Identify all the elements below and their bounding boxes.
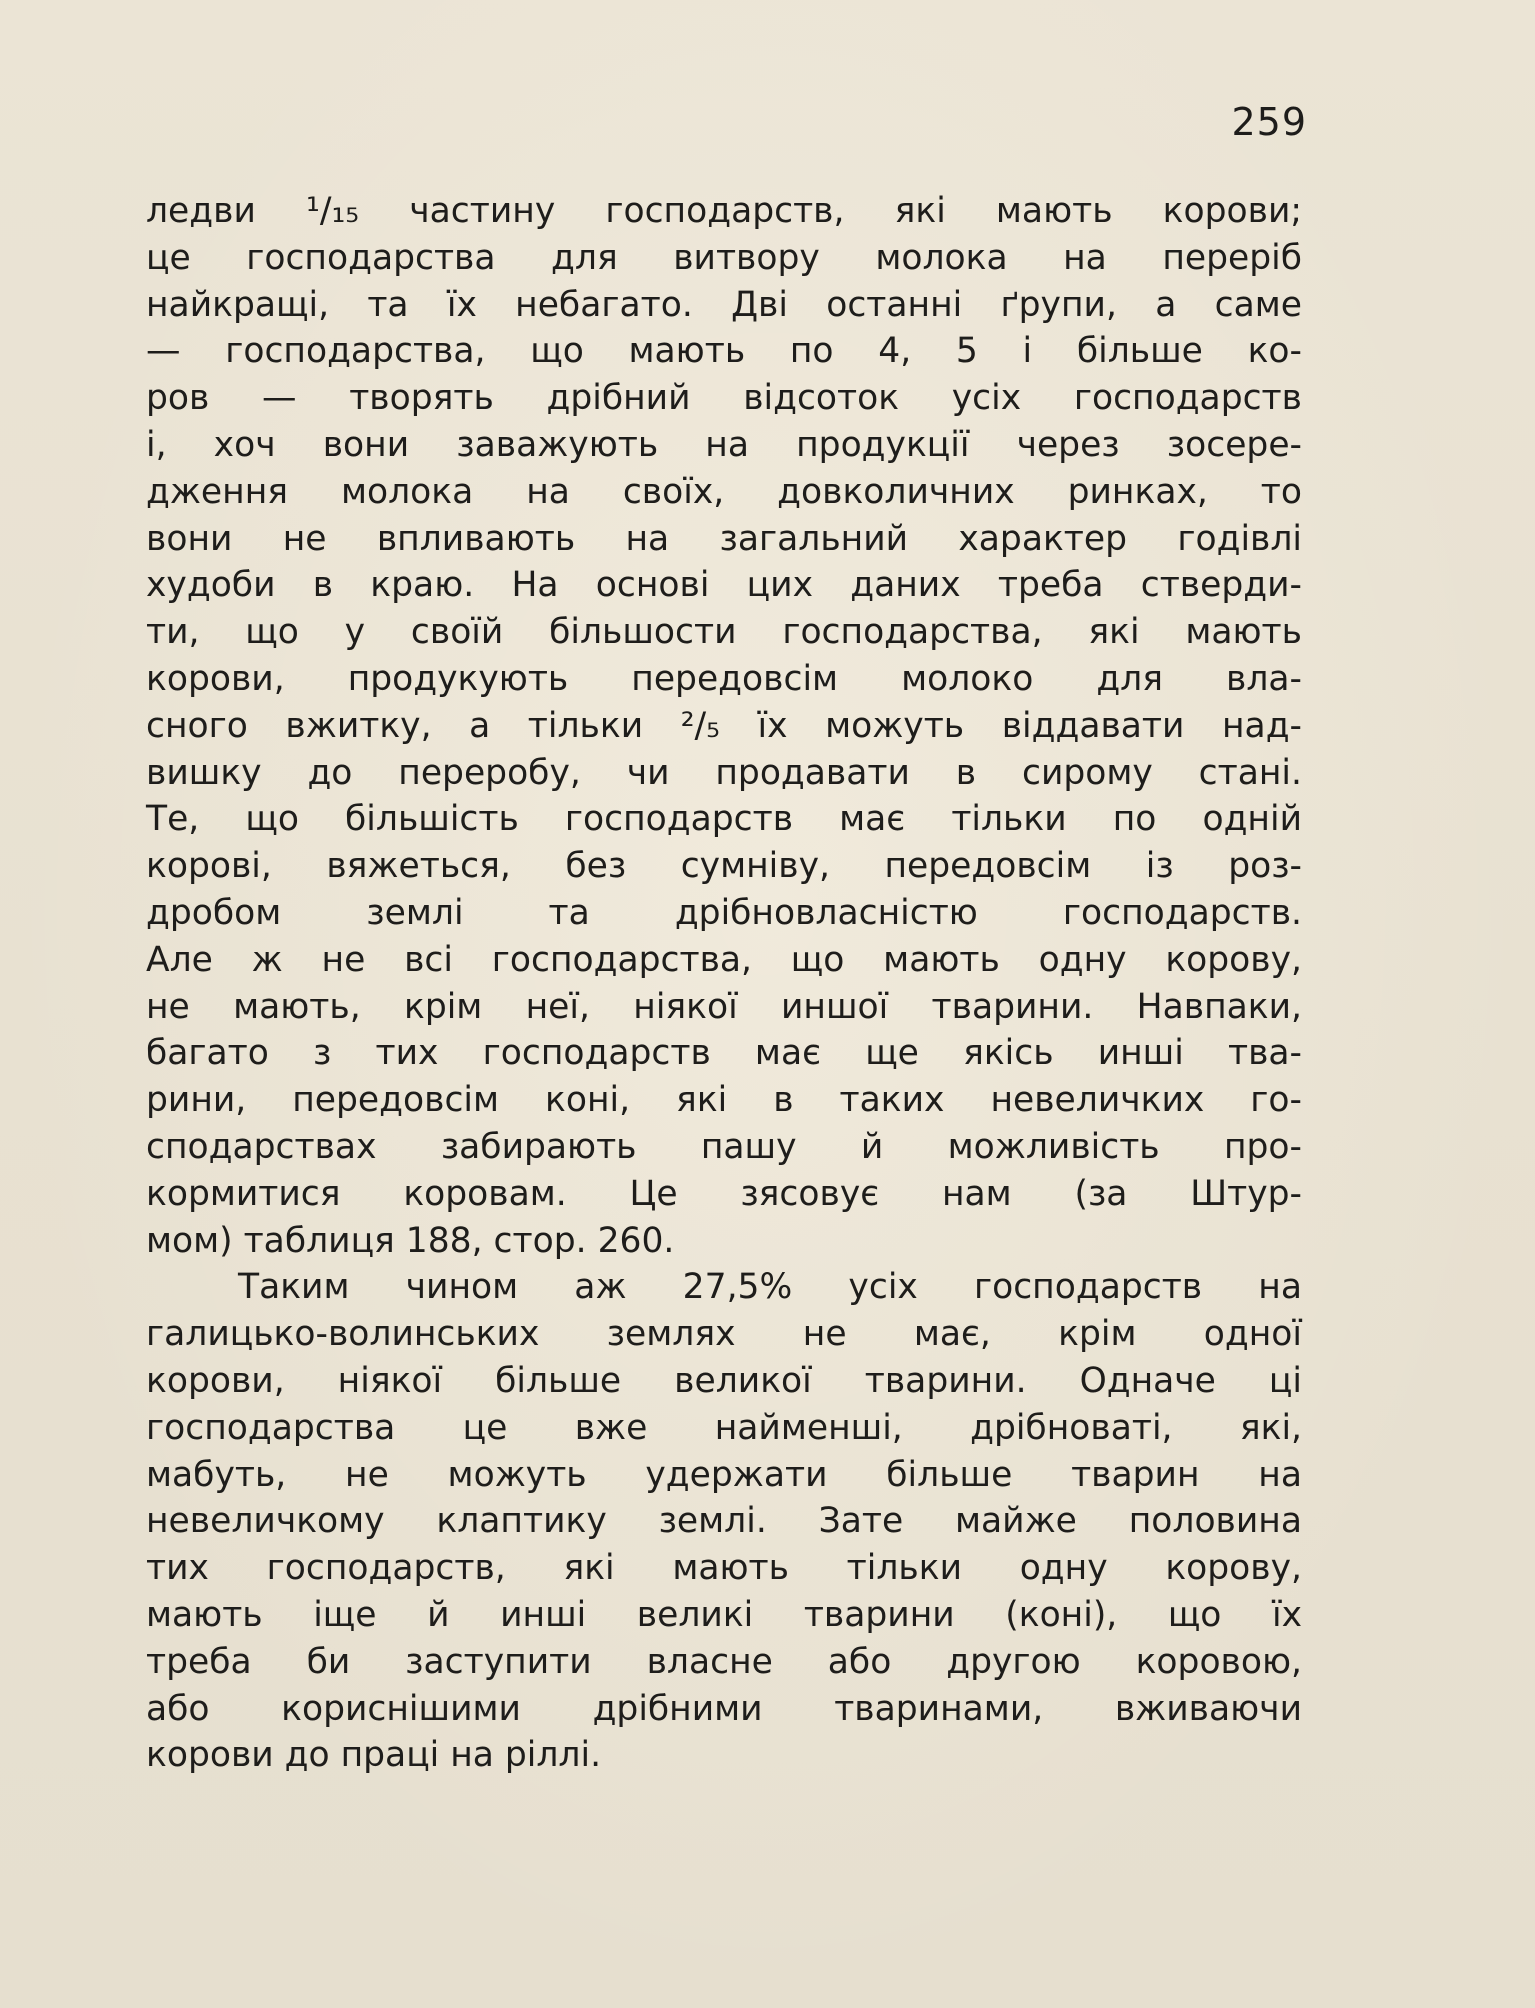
text-line: корови, ніякої більше великої тварини. Одначе ці (146, 1360, 1302, 1401)
text-line: і, хоч вони заважують на продукції через зосере- (146, 424, 1302, 465)
text-line: господарства це вже найменші, дрібноваті, які, (146, 1407, 1302, 1448)
text-line: кормитися коровам. Це зясовує нам (за Штур- (146, 1173, 1302, 1214)
text-line-paragraph-end: мом) таблиця 188, стор. 260. (146, 1220, 675, 1261)
text-line: багато з тих господарств має ще якісь инші тва- (146, 1033, 1302, 1074)
text-line: галицько-волинських землях не має, крім одної (146, 1314, 1302, 1355)
text-line-paragraph-end: корови до праці на ріллі. (146, 1735, 602, 1776)
text-line: сподарствах забирають пашу й можливість про- (146, 1126, 1302, 1167)
text-line: це господарства для витвору молока на переріб (146, 237, 1302, 278)
text-line: Але ж не всі господарства, що мають одну корову, (146, 939, 1302, 980)
page-number: 259 (1231, 100, 1307, 144)
text-line: рини, передовсім коні, які в таких невеличких го- (146, 1080, 1302, 1121)
text-line: — господарства, що мають по 4, 5 і більше ко- (146, 331, 1302, 372)
text-line: не мають, крім неї, ніякої иншої тварини. Навпаки, (146, 986, 1302, 1027)
text-line: мають іще й инші великі тварини (коні), що їх (146, 1594, 1302, 1635)
text-line: худоби в краю. На основі цих даних треба стверди- (146, 565, 1302, 606)
text-line: треба би заступити власне або другою коровою, (146, 1641, 1302, 1682)
text-line: корови, продукують передовсім молоко для вла- (146, 658, 1302, 699)
text-line-paragraph-start: Таким чином аж 27,5% усіх господарств на (238, 1267, 1302, 1308)
text-line: сного вжитку, а тільки ²/₅ їх можуть віддавати над- (146, 705, 1302, 746)
text-line: ледви ¹/₁₅ частину господарств, які мають корови; (146, 191, 1302, 231)
text-line: найкращі, та їх небагато. Дві останні ґрупи, а саме (146, 284, 1302, 325)
text-line: мабуть, не можуть удержати більше тварин на (146, 1454, 1302, 1495)
body-text (146, 188, 1302, 1779)
text-line: вишку до переробу, чи продавати в сирому стані. (146, 752, 1302, 793)
text-line: невеличкому клаптику землі. Зате майже половина (146, 1501, 1302, 1542)
text-line: дження молока на своїх, довколичних ринках, то (146, 471, 1302, 512)
text-line: вони не впливають на загальний характер годівлі (146, 518, 1302, 559)
text-line: корові, вяжеться, без сумніву, передовсім із роз- (146, 846, 1302, 887)
text-line: або кориснішими дрібними тваринами, вживаючи (146, 1688, 1302, 1729)
text-line: ти, що у своїй більшости господарства, які мають (146, 612, 1302, 653)
text-line: ров — творять дрібний відсоток усіх господарств (146, 378, 1302, 419)
text-line: дробом землі та дрібновласністю господарств. (146, 892, 1302, 933)
text-line: тих господарств, які мають тільки одну корову, (146, 1548, 1302, 1589)
text-line: Те, що більшість господарств має тільки по одній (146, 799, 1302, 840)
